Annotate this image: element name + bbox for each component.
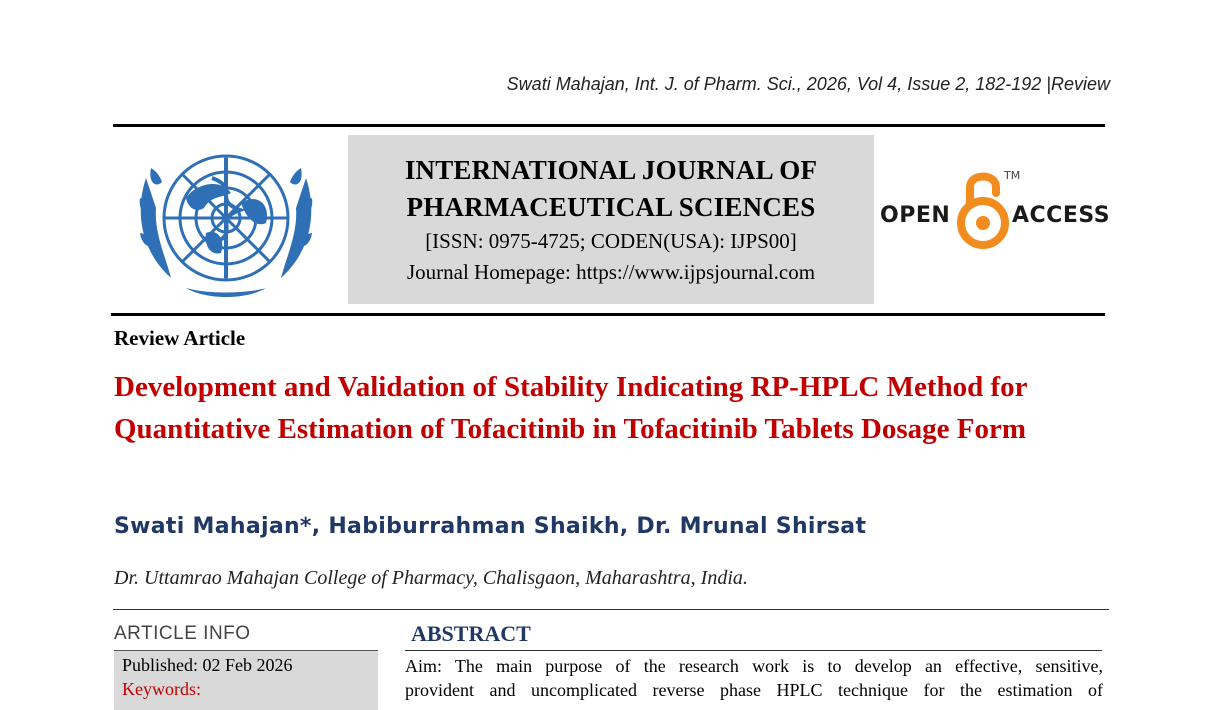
journal-issn: [ISSN: 0975-4725; CODEN(USA): IJPS00] — [425, 229, 797, 253]
open-access-tm: TM — [1004, 169, 1021, 182]
article-authors: Swati Mahajan*, Habiburrahman Shaikh, Dr. Mrunal Shirsat — [114, 514, 867, 539]
open-access-logo — [880, 165, 1110, 255]
published-label: Published: — [122, 655, 199, 675]
journal-name-line1: INTERNATIONAL JOURNAL OF — [404, 155, 818, 185]
header-top-rule — [113, 124, 1105, 127]
journal-homepage: Journal Homepage: https://www.ijpsjournal.com — [406, 260, 816, 284]
journal-title-box — [348, 135, 874, 304]
open-access-open-text: OPEN — [880, 203, 951, 228]
article-info-box — [114, 650, 378, 710]
un-emblem-caduceus-icon — [126, 138, 326, 308]
section-divider — [113, 609, 1109, 610]
article-info-heading: ARTICLE INFO — [114, 623, 251, 644]
keywords-label: Keywords: — [122, 679, 201, 699]
open-access-access-text: ACCESS — [1012, 203, 1111, 228]
article-type: Review Article — [114, 326, 246, 350]
abstract-line-2: provident and uncomplicated reverse phase HPLC technique for the estimation of — [405, 680, 1103, 700]
article-affiliation: Dr. Uttamrao Mahajan College of Pharmacy, Chalisgaon, Maharashtra, India. — [114, 567, 748, 589]
abstract-rule — [405, 650, 1102, 651]
abstract-heading: ABSTRACT — [411, 621, 531, 646]
article-title: Development and Validation of Stability Indicating RP-HPLC Method for Quantitative Estimation of Tofacitinib in Tofacitinib Tablets Dosage Form — [114, 371, 1028, 445]
open-lock-icon — [956, 165, 1010, 251]
journal-name-line2: PHARMACEUTICAL SCIENCES — [406, 192, 816, 222]
published-date: 02 Feb 2026 — [202, 655, 293, 675]
header-bottom-rule — [111, 313, 1105, 316]
abstract-line-1: Aim: The main purpose of the research work is to develop an effective, sensitive, — [405, 656, 1103, 676]
citation-header: Swati Mahajan, Int. J. of Pharm. Sci., 2026, Vol 4, Issue 2, 182-192 |Review — [506, 74, 1110, 94]
